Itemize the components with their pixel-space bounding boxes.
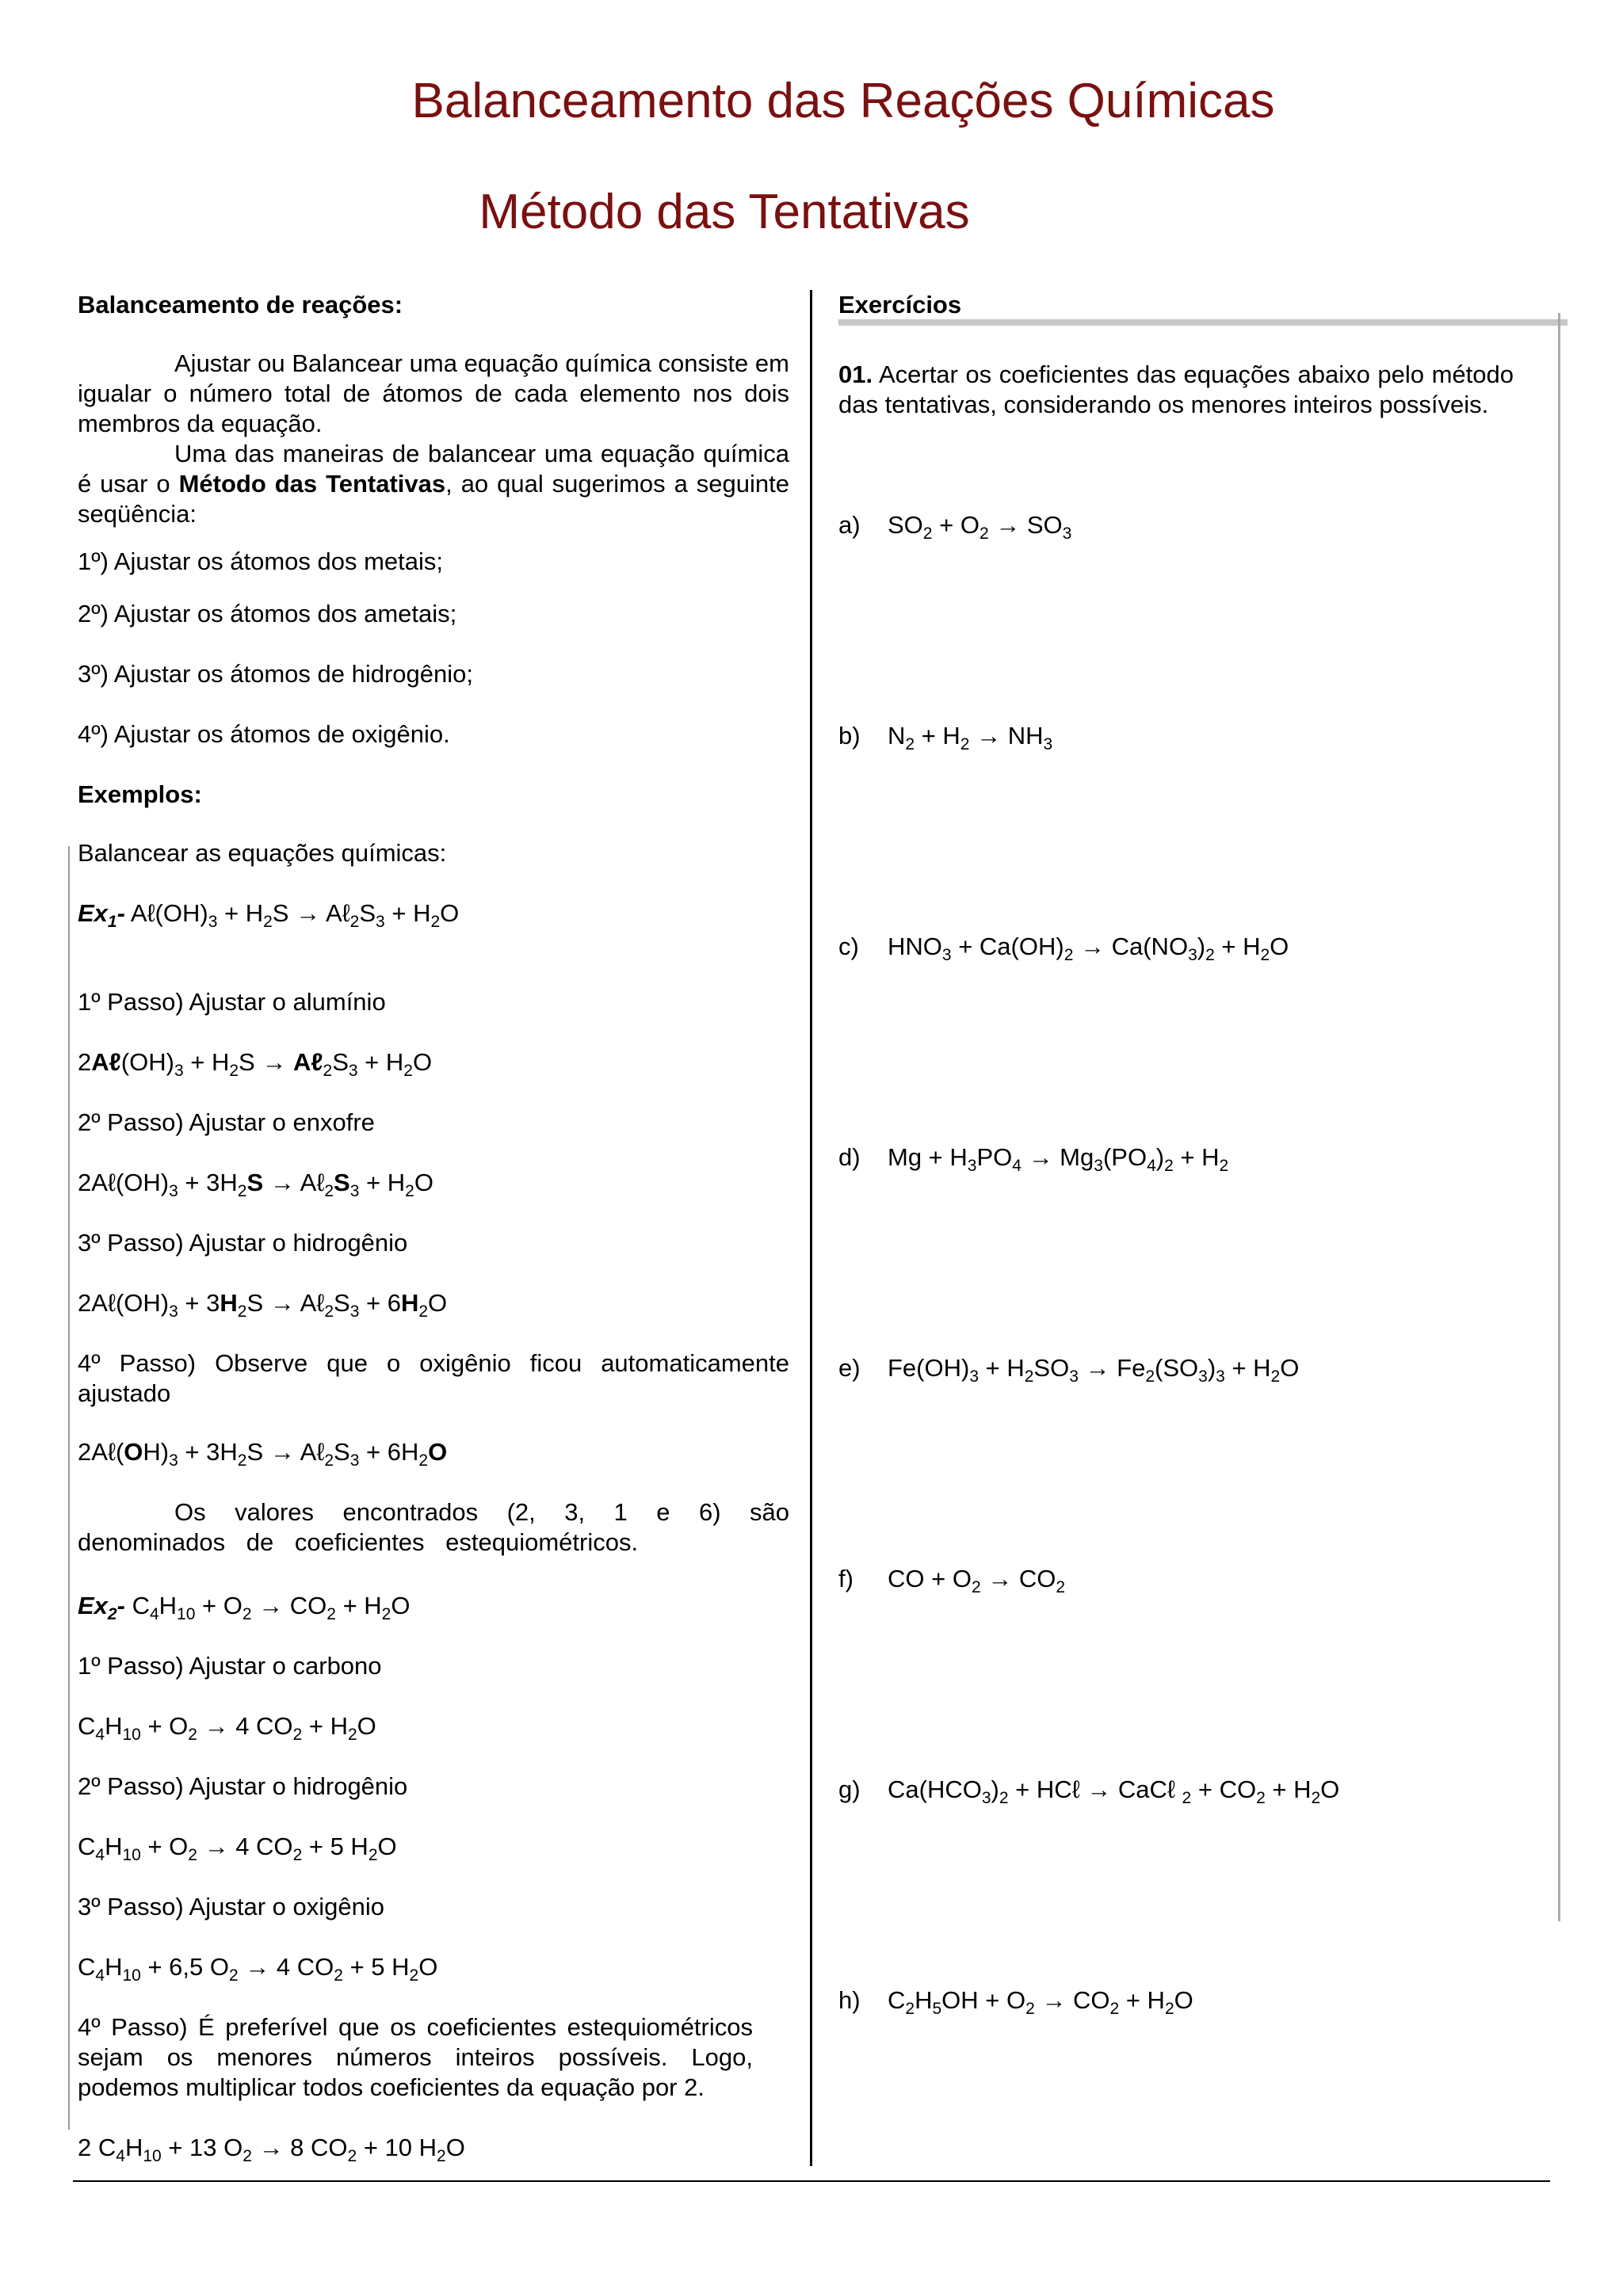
ex1-step-3-equation: $2A\ell(OH)_3 + 3H_2S$ → $A\ell_2S_3 + 6H_2O$ bbox=[78, 1289, 448, 1321]
ex2-step-2: 2º Passo) Ajustar o hidrogênio bbox=[78, 1772, 408, 1800]
column-divider bbox=[810, 290, 812, 2166]
exercise-item-d: d) $Mg + H_3PO_4 \to Mg_3(PO_4)_2 + H_2$ bbox=[838, 1143, 1229, 1175]
ex1-step-3: 3º Passo) Ajustar o hidrogênio bbox=[78, 1229, 408, 1257]
page-title: Balanceamento das Reações Químicas bbox=[411, 74, 1275, 128]
exercise-01-statement: 01. Acertar os coeficientes das equações abaixo pelo método das tentativas, considerando os menores inteiros possíveis. bbox=[838, 360, 1514, 418]
intro-paragraph-2: Uma das maneiras de balancear uma equação química é usar o Método das Tentativas, ao qual sugerimos a seguinte seqüência: bbox=[78, 440, 789, 528]
ex1-step-2: 2º Passo) Ajustar o enxofre bbox=[78, 1108, 375, 1136]
examples-heading: Exemplos: bbox=[78, 780, 202, 808]
examples-intro: Balancear as equações químicas: bbox=[78, 839, 447, 867]
step-item: 4º) Ajustar os átomos de oxigênio. bbox=[78, 720, 450, 748]
exercise-item-h: h) $C_2H_5OH + O_2 \to CO_2 + H_2O$ bbox=[838, 1986, 1193, 2018]
ex2-step-2-equation: $C_4H_{10} + O_2 \to 4$ $CO_2 + 5$ $H_2O$ bbox=[78, 1833, 397, 1864]
ex1-step-4-equation: $2A\ell(OH)_3 + 3H_2S$ → $A\ell_2S_3 + 6H_2O$ bbox=[78, 1438, 448, 1470]
step-item: 2º) Ajustar os átomos dos ametais; bbox=[78, 600, 457, 627]
exercise-item-a: a) $SO_2 + O_2 \to SO_3$ bbox=[838, 511, 1072, 543]
left-margin-line bbox=[68, 846, 70, 2130]
ex2-step-4-equation: 2 $C_4H_{10} + 13$ $O_2 \to 8$ $CO_2 + 10$ $H_2O$ bbox=[78, 2134, 465, 2165]
ex1-step-1-equation: $2A\ell(OH)_3 + H_2S$ → $A\ell_2S_3 + H_2O$ bbox=[78, 1048, 433, 1080]
ex2-step-4: 4º Passo) É preferível que os coeficientes estequiométricos sejam os menores números inteiros possíveis. Logo, podemos multiplicar todos coeficientes da equação por 2. bbox=[78, 2013, 753, 2101]
exercise-item-c: c) $HNO_3 + Ca(OH)_2 \to Ca(NO_3)_2 + H_2O$ bbox=[838, 933, 1289, 964]
ex2-step-1-equation: $C_4H_{10} + O_2 \to 4$ $CO_2 + H_2O$ bbox=[78, 1712, 376, 1744]
ex1-equation: $Ex_1-$ $A\ell(OH)_3 + H_2S$ → $A\ell_2S_3 + H_2O$ bbox=[78, 899, 460, 931]
intro-paragraph-1: Ajustar ou Balancear uma equação química consiste em igualar o número total de átomos de cada elemento nos dois membros da equação. bbox=[78, 349, 789, 437]
ex2-equation: $Ex_2-$ $C_4H_{10} + O_2 \to CO_2 + H_2O$ bbox=[78, 1592, 411, 1623]
exercise-item-g: g) $Ca(HCO_3)_2$ + HCℓ → CaCℓ $_2 + CO_2 + H_2O$ bbox=[838, 1775, 1340, 1807]
ex2-step-1: 1º Passo) Ajustar o carbono bbox=[78, 1652, 382, 1680]
step-item: 1º) Ajustar os átomos dos metais; bbox=[78, 547, 444, 575]
right-margin-line bbox=[1558, 313, 1560, 1921]
ex1-step-4: 4º Passo) Observe que o oxigênio ficou automaticamente ajustado bbox=[78, 1349, 789, 1407]
exercise-item-f: f) CO + $O_2 \to CO_2$ bbox=[838, 1565, 1066, 1596]
exercises-heading: Exercícios bbox=[838, 291, 962, 318]
section-heading: Balanceamento de reações: bbox=[78, 291, 403, 318]
ex1-step-2-equation: $2A\ell(OH)_3 + 3H_2S$ → $A\ell_2S_3 + H_2O$ bbox=[78, 1169, 433, 1200]
bottom-rule bbox=[73, 2180, 1550, 2182]
exercise-item-e: e) $Fe(OH)_3 + H_2SO_3 \to Fe_2(SO_3)_3 + H_2O$ bbox=[838, 1354, 1300, 1386]
page-subtitle: Método das Tentativas bbox=[479, 185, 970, 239]
ex1-conclusion: Os valores encontrados (2, 3, 1 e 6) são denominados de coeficientes estequiométricos. bbox=[78, 1498, 789, 1556]
step-item: 3º) Ajustar os átomos de hidrogênio; bbox=[78, 660, 473, 688]
ex1-step-1: 1º Passo) Ajustar o alumínio bbox=[78, 988, 386, 1016]
ex2-step-3-equation: $C_4H_{10} + 6,5$ $O_2 \to 4$ $CO_2 + 5$ $H_2O$ bbox=[78, 1953, 438, 1985]
ex2-step-3: 3º Passo) Ajustar o oxigênio bbox=[78, 1893, 384, 1920]
exercicios-underline bbox=[838, 319, 1568, 326]
exercise-item-b: b) $N_2 + H_2 \to NH_3$ bbox=[838, 722, 1053, 753]
